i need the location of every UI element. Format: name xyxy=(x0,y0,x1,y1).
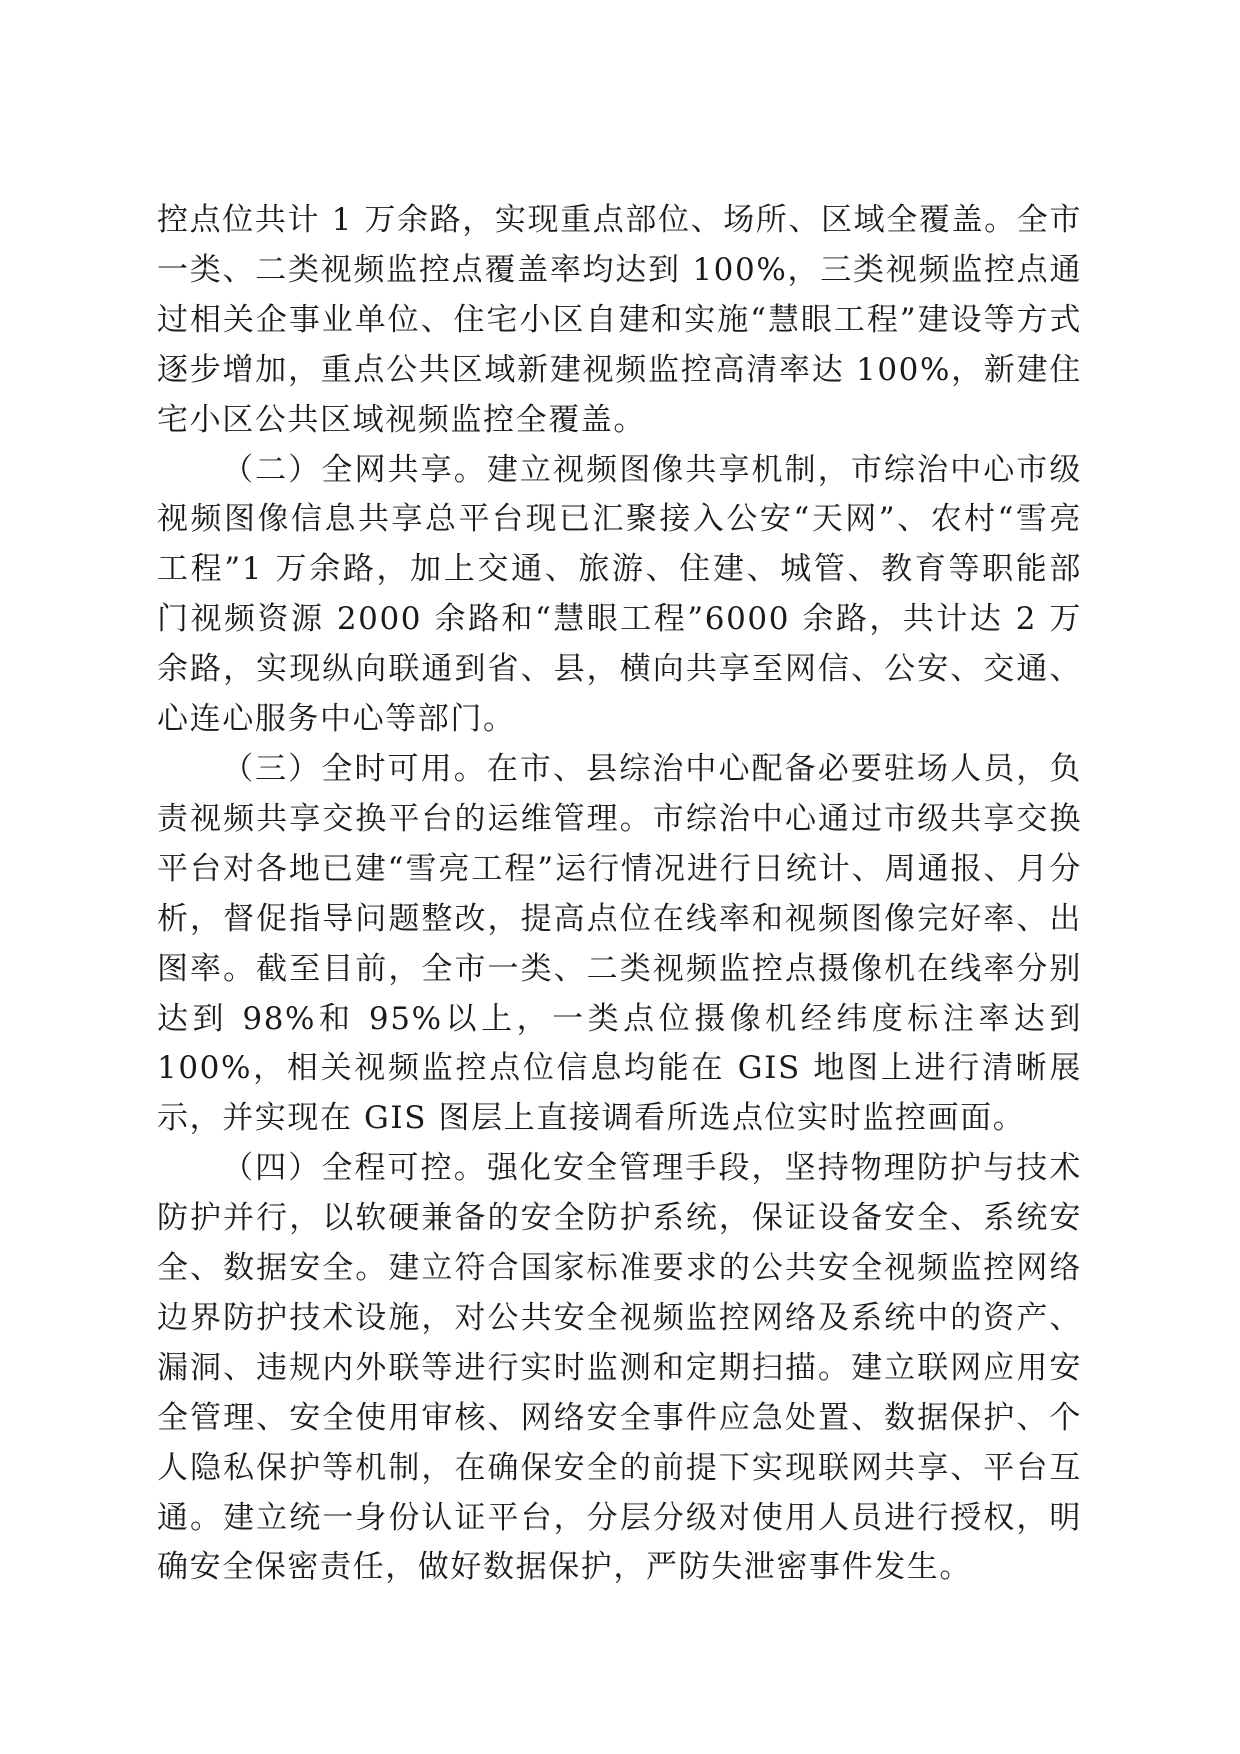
paragraph-continued-coverage: 控点位共计 1 万余路，实现重点部位、场所、区域全覆盖。全市一类、二类视频监控点覆盖率均达到 100%，三类视频监控点通过相关企事业单位、住宅小区自建和实施“慧眼工程”建设等方式逐步增加，重点公共区域新建视频监控高清率达 100%，新建住宅小区公共区域视频监控全覆盖。 xyxy=(157,202,1082,438)
paragraph-full-time-availability: （三）全时可用。在市、县综治中心配备必要驻场人员，负责视频共享交换平台的运维管理。市综治中心通过市级共享交换平台对各地已建“雪亮工程”运行情况进行日统计、周通报、月分析，督促指导问题整改，提高点位在线率和视频图像完好率、出图率。截至目前，全市一类、二类视频监控点摄像机在线率分别达到 98%和 95%以上，一类点位摄像机经纬度标注率达到 100%，相关视频监控点位信息均能在 GIS 地图上进行清晰展示，并实现在 GIS 图层上直接调看所选点位实时监控画面。 xyxy=(157,750,1082,1137)
paragraph-full-process-control: （四）全程可控。强化安全管理手段，坚持物理防护与技术防护并行，以软硬兼备的安全防护系统，保证设备安全、系统安全、数据安全。建立符合国家标准要求的公共安全视频监控网络边界防护技术设施，对公共安全视频监控网络及系统中的资产、漏洞、违规内外联等进行实时监测和定期扫描。建立联网应用安全管理、安全使用审核、网络安全事件应急处置、数据保护、个人隐私保护等机制，在确保安全的前提下实现联网共享、平台互通。建立统一身份认证平台，分层分级对使用人员进行授权，明确安全保密责任，做好数据保护，严防失泄密事件发生。 xyxy=(157,1150,1082,1586)
paragraph-network-sharing: （二）全网共享。建立视频图像共享机制，市综治中心市级视频图像信息共享总平台现已汇聚接入公安“天网”、农村“雪亮工程”1 万余路，加上交通、旅游、住建、城管、教育等职能部门视频资源 2000 余路和“慧眼工程”6000 余路，共计达 2 万余路，实现纵向联通到省、县，横向共享至网信、公安、交通、心连心服务中心等部门。 xyxy=(157,451,1082,738)
document-body xyxy=(157,196,1082,1593)
